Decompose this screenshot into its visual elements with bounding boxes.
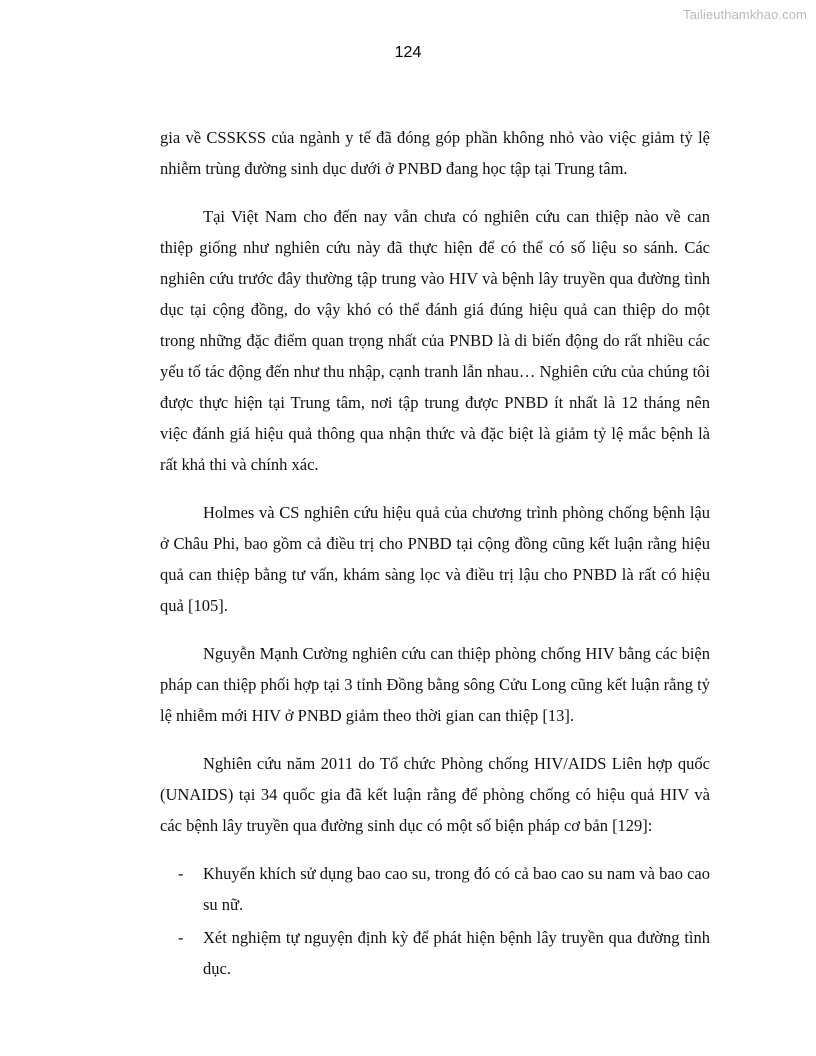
- list-item: [160, 922, 710, 984]
- paragraph: Nguyễn Mạnh Cường nghiên cứu can thiệp phòng chống HIV bằng các biện pháp can thiệp phối hợp tại 3 tỉnh Đồng bằng sông Cửu Long cũng kết luận rằng tỷ lệ nhiễm mới HIV ở PNBD giảm theo thời gian can thiệp [13].: [160, 644, 710, 725]
- list-dash: -: [178, 928, 184, 947]
- paragraph: Holmes và CS nghiên cứu hiệu quả của chương trình phòng chống bệnh lậu ở Châu Phi, bao gồm cả điều trị cho PNBD tại cộng đồng cũng kết luận rằng hiệu quả can thiệp bằng tư vấn, khám sàng lọc và điều trị lậu cho PNBD là rất có hiệu quả [105].: [160, 503, 710, 615]
- watermark: Tailieuthamkhao.com: [682, 7, 807, 22]
- list-dash: -: [178, 864, 184, 883]
- document-body: [160, 122, 710, 986]
- page-number: 124: [394, 44, 422, 61]
- measures-list: [160, 858, 710, 984]
- list-item-text: Xét nghiệm tự nguyện định kỳ để phát hiện bệnh lây truyền qua đường tình dục.: [203, 928, 710, 978]
- paragraph-continuation: gia về CSSKSS của ngành y tế đã đóng góp phần không nhỏ vào việc giảm tỷ lệ nhiễm trùng đường sinh dục dưới ở PNBD đang học tập tại Trung tâm.: [160, 128, 710, 178]
- list-item-text: Khuyến khích sử dụng bao cao su, trong đó có cả bao cao su nam và bao cao su nữ.: [203, 864, 710, 914]
- paragraph: Nghiên cứu năm 2011 do Tổ chức Phòng chống HIV/AIDS Liên hợp quốc (UNAIDS) tại 34 quốc gia đã kết luận rằng để phòng chống có hiệu quả HIV và các bệnh lây truyền qua đường sinh dục có một số biện pháp cơ bản [129]:: [160, 754, 710, 835]
- paragraph: Tại Việt Nam cho đến nay vẫn chưa có nghiên cứu can thiệp nào về can thiệp giống như nghiên cứu này đã thực hiện để có thể có số liệu so sánh. Các nghiên cứu trước đây thường tập trung vào HIV và bệnh lây truyền qua đường tình dục tại cộng đồng, do vậy khó có thể đánh giá đúng hiệu quả can thiệp do một trong những đặc điểm quan trọng nhất của PNBD là di biến động do rất nhiều các yếu tố tác động đến như thu nhập, cạnh tranh lẫn nhau… Nghiên cứu của chúng tôi được thực hiện tại Trung tâm, nơi tập trung được PNBD ít nhất là 12 tháng nên việc đánh giá hiệu quả thông qua nhận thức và đặc biệt là giảm tỷ lệ mắc bệnh là rất khả thi và chính xác.: [160, 207, 710, 474]
- list-item: [160, 858, 710, 920]
